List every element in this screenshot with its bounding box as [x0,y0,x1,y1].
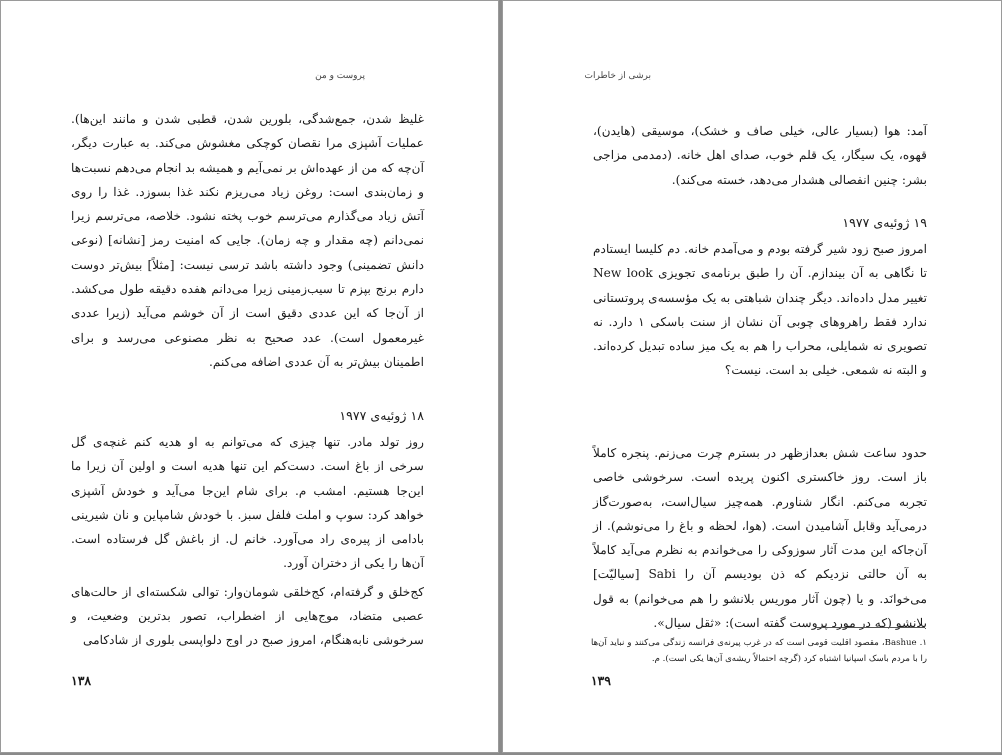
paragraph: امروز صبح زود شیر گرفته بودم و می‌آمدم خانه. دم کلیسا ایستادم تا نگاهی به آن بیندازم. آن را طبق برنامه‌ی تجویزی New look تغییر مدل داده‌اند. دیگر چندان شباهتی به یک مؤسسه‌ی پروتستانی ندارد فقط راهروهای چوبی آن نشان از سنت باسکی ۱ دارد. نه تصویری نه شمایلی، محراب را هم به یک میز ساده تبدیل کرده‌اند. و البته نه شمعی. خیلی بد است. نیست؟ [593,242,927,378]
body-text-block [593,119,927,196]
page-number: ۱۳۹ [590,673,611,688]
paragraph: غلیظ شدن، جمع‌شدگی، بلورین شدن، قطبی شدن و مانند این‌ها). عملیات آشپزی مرا نقصان کوچکی مغشوش می‌کند. به عبارت دیگر، آن‌چه که من از عهده‌اش بر نمی‌آیم و همیشه بد انجام می‌دهم نسبت‌ها و زمان‌بندی است: روغن زیاد می‌ریزم نکند غذا بسوزد. غذا را روی آتش زیاد می‌گذارم می‌ترسم خوب پخته نشود. خلاصه، می‌ترسم زیرا نمی‌دانم (چه مقدار و چه زمان). جایی که امنیت رمز [نشانه] (نوعی دانش تضمینی) وجود داشته باشد ترسی نیست: [مثلاً] بیش‌تر دوست دارم برنج بپزم تا سیب‌زمینی زیرا می‌دانم هفده دقیقه طول می‌کشد. از آن‌جا که این عددی دقیق است از آن خوشم می‌آید (زیرا عددی غیرمعمول است). عدد صحیح به نظر مصنوعی می‌رسد و برای اطمینان بیش‌تر به آن عددی اضافه می‌کنم. [71,112,424,369]
paragraph: کج‌خلق و گرفته‌ام، کج‌خلقی شومان‌وار: توالی شکسته‌ای از حالت‌های عصبی متضاد، موج‌هایی از اضطراب، تصور بدترین وضعیت، و سرخوشی نابه‌هنگام، امروز صبح در اوج دلواپسی بلوری از شادکامی [71,584,424,648]
body-text-block [71,107,424,378]
right-page [502,0,1002,753]
footnote-divider [815,627,925,628]
paragraph: روز تولد مادر. تنها چیزی که می‌توانم به او هدیه کنم غنچه‌ی گل سرخی از باغ است. دست‌کم این تنها هدیه است و اولین آن زیرا ما این‌جا هستیم. امشب م. برای شام این‌جا می‌آید و خودش آشپزی خواهد کرد: سوپ و املت فلفل سبز. با خودش شامپاین و نان شیرینی بادامی از پیره‌ی راد می‌آورد. خانم ل. از باغش گل فرستاده است. آن‌ها را یکی از دختران آورد. [71,435,424,571]
body-text-block [593,441,927,639]
left-page [0,0,499,753]
running-head: پروست و من [315,71,365,81]
entry-date-heading: ۱۸ ژوئیه‌ی ۱۹۷۷ [339,408,424,423]
running-head: برشی از خاطرات [584,71,651,81]
diary-entry [71,404,424,657]
paragraph: حدود ساعت شش بعدازظهر در بسترم چرت می‌زنم. پنجره کاملاً باز است. روز خاکستری اکنون پریده است. سرخوشی خاصی تجربه می‌کنم. انگار شناورم. همه‌چیز سیال‌است، به‌صورت‌گاز درمی‌آید وقابل آشامیدن است. (هوا، لحظه و باغ را می‌نوشم). از آن‌جاکه این مدت آثار سوزوکی را می‌خواندم به نظرم می‌آید کاملاً به آن حالتی نزدیکم که ذن بودیسم آن را Sabi [سیالیّت] می‌خوانَد. و یا (چون آثار موریس بلانشو را هم می‌خوانم) به قول بلانشو (که در مورد پروست گفته است): «ثقل سیال». [593,446,927,631]
page-number: ۱۳۸ [71,673,92,688]
diary-entry [593,211,927,387]
paragraph: آمد: هوا (بسیار عالی، خیلی صاف و خشک)، موسیقی (هایدن)، قهوه، یک سیگار، یک قلم خوب، صدای اهل خانه. (دمدمی مزاجی بشر: چنین انفصالی هشدار می‌دهد، خسته می‌کند). [593,124,928,187]
entry-date-heading: ۱۹ ژوئیه‌ی ۱۹۷۷ [842,215,927,230]
footnote: ۱. Bashue، مقصود اقلیت قومی است که در غرب پیرنه‌ی فرانسه زندگی می‌کنند و نباید آن‌ها را با مردم باسک اسپانیا اشتباه کرد (گرچه احتمالاً ریشه‌ی آن‌ها یکی است). م. [591,638,927,664]
